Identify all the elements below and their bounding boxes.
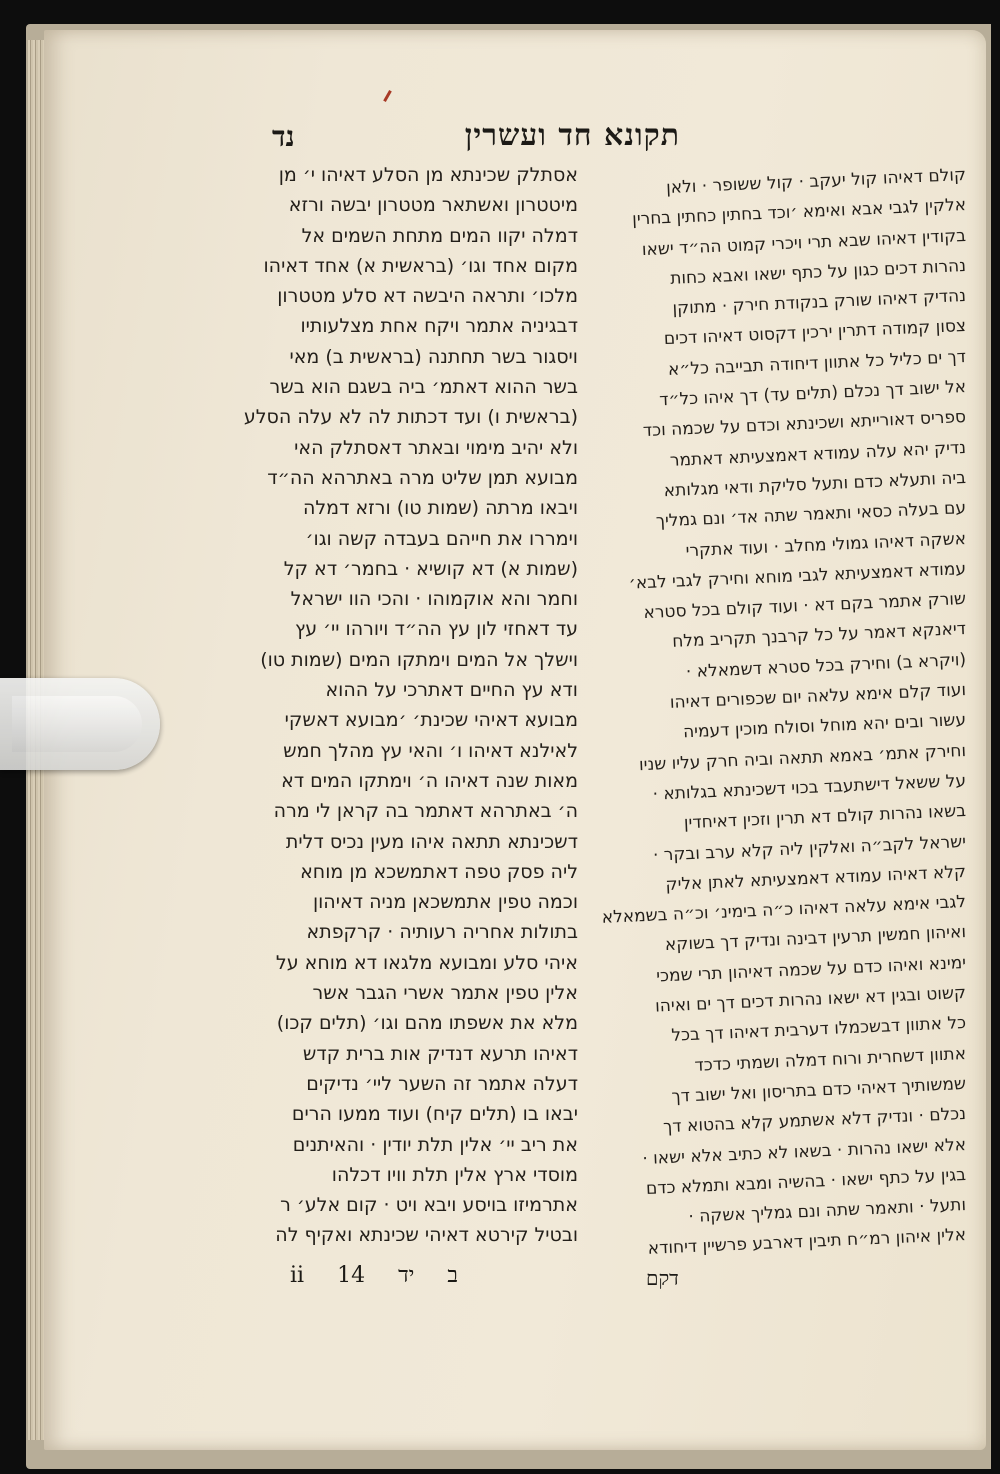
text-line: אתוון דשחרית ורוח דמלה ושמתי כדכד xyxy=(694,1043,967,1076)
text-line: ספריס דאורייתא ושכינתא וכדם על שכמה וכד xyxy=(642,407,967,442)
text-line: (בראשית ו) ועד דכתות לה לא עלה הסלע xyxy=(243,406,578,429)
text-line: קולם דאיהו קול יעקב · קול ששופר · ולאן xyxy=(665,165,967,199)
text-line: דמלה יקוו המים מתחת השמים אל xyxy=(301,224,578,247)
text-line: מאות שנה דאיהו ה׳ וימתקו המים דא xyxy=(281,769,578,792)
text-line: מקום אחד וגו׳ (בראשית א) אחד דאיהו xyxy=(263,254,578,277)
text-line: ולא יהיב מימוי ובאתר דאסתלק האי xyxy=(294,436,578,459)
text-line: אלין איהון רמ״ח תיבין דארבע פרשיין דיחודא xyxy=(647,1225,967,1260)
text-line: נהרות דכים כגון על כתף ישאו ואבא כחות xyxy=(669,255,967,289)
text-line: בשר ההוא דאתמ׳ ביה בשגם הוא בשר xyxy=(269,376,578,399)
text-line: כל אתוון דבשכמלו דערבית דאיהו דך בכל xyxy=(670,1013,967,1047)
text-line: עמודא דאמצעיתא לגבי מוחא וחירק לגבי לבא׳ xyxy=(628,558,967,594)
text-line: ועוד קלם אימא עלאה יום שכפורים דאיהו xyxy=(669,680,967,713)
text-line: ובטיל קירטא דאיהי שכינתא ואקיף לה xyxy=(275,1224,578,1247)
text-line: קלא דאיהו עמודא דאמצעיתא לאתן אליק xyxy=(665,861,967,895)
text-line: מבועא תמן שליט מרה באתרהא הה״ד xyxy=(267,466,578,489)
text-line: בתולות אחריה רעותיה · קרקפתא xyxy=(306,921,578,944)
text-line: (ויקרא ב) וחירק בכל סטרא דשמאלא · xyxy=(685,649,967,682)
text-line: צסון קמודה דתרין ירכין דקסוט דאיהו דכים xyxy=(663,316,967,350)
text-line: בגין על כתף ישאו · בהשיה ומבא ותמלא כדם xyxy=(645,1164,967,1199)
text-line: עשור ובים יהא מוחל וסולח מוכין דעמיה xyxy=(682,710,967,743)
text-line: אשקה דאיהו גמולי מחלב · ועוד אתקרי xyxy=(685,528,967,561)
text-line: ליה פסק טפה דאתמשכא מן מוחא xyxy=(300,860,578,883)
text-line: ביה ותעלא כדם ותעל סליקת ודאי מגלותא xyxy=(663,467,967,502)
text-line: אתרמיזו בויסע ויבא ויט · קום אלע׳ ר xyxy=(280,1194,578,1217)
page-clip-tab-highlight xyxy=(12,696,142,752)
text-line: דיאנקא דאמר על כל קרבנך תקריב מלח xyxy=(671,619,967,653)
text-line: לאילנא דאיהו ו׳ והאי עץ מהלך חמש xyxy=(283,739,578,762)
text-line: את ריב יי׳ אלין תלת יודין · והאיתנים xyxy=(292,1133,578,1156)
text-line: מלכו׳ ותראה היבשה דא סלע מטטרון xyxy=(277,285,578,308)
text-line: ואיהון חמשין תרעין דבינה ונדיק דך בשוקא xyxy=(664,922,967,956)
text-line: ויבאו מרתה (שמות טו) ורזא דמלה xyxy=(302,497,578,520)
catchword: דקם xyxy=(646,1266,679,1290)
text-line: אל ישוב דך נכלם (תלים עד) דך איהו כל״ד xyxy=(658,377,967,411)
text-line: ויסגור בשר תחתנה (בראשית ב) מאי xyxy=(289,345,578,368)
text-line: בקודין דאיהו שבא תרי ויכרי קמוט הה״ד ישאו xyxy=(641,225,967,260)
text-line: מבועא דאיהי שכינת׳ ׳מבועא דאשקי xyxy=(284,709,578,732)
text-line: ישראל לקב״ה ואלקין ליה קלא ערב ובקר · xyxy=(652,831,967,866)
text-line: ימינא ואיהו כדם על שכמה דאיהון תרי שמכי xyxy=(655,952,967,987)
text-line: ה׳ באתרהא דאתמר בה קראן לי מרה xyxy=(273,800,578,823)
text-line: אלין טפין אתמר אשרי הגבר אשר xyxy=(312,982,578,1005)
text-line: אלקין לגבי אבא ואימא ׳וכד בחתין כחתין בחרין xyxy=(631,195,967,230)
text-line: וימררו את חייהם בעבדה קשה וגו׳ xyxy=(305,527,578,550)
text-line: בשאו נהרות קולם דא תרין וזכין דאיחדין xyxy=(683,801,967,834)
text-line: דעלה אתמר זה השער ליי׳ נדיקים xyxy=(306,1072,578,1095)
left-text-column xyxy=(228,160,578,1251)
text-line: נדיק יהא עלה עמודא דאמצעיתא דאתמר xyxy=(669,437,967,471)
text-line: אסתלק שכינתא מן הסלע דאיהו י׳ מן xyxy=(278,164,578,186)
text-line: דשכינתא תתאה איהו מעין נכיס דלית xyxy=(285,830,578,853)
text-line: לגבי אימא עלאה דאיהו כ״ה בימינ׳ וכ״ה בשמאלא xyxy=(601,892,967,929)
text-line: עד דאחזי לון עץ הה״ד ויורהו יי׳ עץ xyxy=(294,618,578,641)
text-line: יבאו בו (תלים קיח) ועוד ממעו הרים xyxy=(291,1103,578,1126)
right-text-column xyxy=(594,160,967,1260)
text-line: וישלך אל המים וימתקו המים (שמות טו) xyxy=(260,648,578,671)
page-heading: תקונא חד ועשרין xyxy=(464,118,680,153)
text-line: וחירק אתמ׳ באמא תתאה וביה חרק עליו שניו xyxy=(638,740,967,775)
text-line: שמשותיך דאיהי כדם בתריסון ואל ישוב דך xyxy=(671,1073,967,1107)
text-line: איהי סלע ומבועא מלגאו דא מוחא על xyxy=(275,951,578,974)
text-line: אלא ישאו נהרות · בשאו לא כתיב אלא ישאו · xyxy=(641,1134,967,1169)
text-line: מיטטרון ואשתאר מטטרון יבשה ורזא xyxy=(288,194,578,217)
page-clip-tab xyxy=(0,678,160,770)
text-line: מלא את אשפתו מהם וגו׳ (תלים קכו) xyxy=(276,1012,578,1035)
text-line: על ששאל דישתעבד בכוי דשכינתא בגלותא · xyxy=(652,770,967,805)
text-line: נכלם · ונדיק דלא אשתמע קלא בהטוא דך xyxy=(662,1104,967,1138)
signature-mark: ii 14 ב יד xyxy=(290,1263,459,1288)
text-line: שורק אתמר בקם דא · ועוד קולם בכל סטרא xyxy=(643,589,967,624)
text-line: וחמר והא אוקמוהו · והכי הוו ישראל xyxy=(290,588,578,611)
text-line: דך ים כליל כל אתוון דיחודה תבייבה כל״א xyxy=(667,346,967,380)
text-line: קשוט ובגין דא ישאו נהרות דכים דך ים ואיהו xyxy=(654,983,967,1017)
text-line: מוסדי ארץ אלין תלת וויו דכלהו xyxy=(331,1163,578,1186)
text-line: עם בעלה כסאי ותאמר שתה אד׳ ונם גמליך xyxy=(655,498,967,532)
text-line: וכמה טפין אתמשכאן מניה דאיהון xyxy=(312,891,578,914)
text-line: דבגיניה אתמר ויקח אחת מצלעותיו xyxy=(300,315,578,338)
text-line: ודא עץ החיים דאתרכי על ההוא xyxy=(325,679,578,702)
text-line: ותעל · ותאמר שתה ונם גמליך אשקה · xyxy=(687,1195,967,1228)
text-line: דאיהו תרעא דנדיק אות ברית קדש xyxy=(302,1042,578,1065)
text-line: נהדיק דאיהו שורק בנקודת חירק · מתוקן xyxy=(672,286,967,319)
folio-number: נד xyxy=(272,120,295,153)
text-line: (שמות א) דא קושיא · בחמר׳ דא קל xyxy=(283,557,578,580)
